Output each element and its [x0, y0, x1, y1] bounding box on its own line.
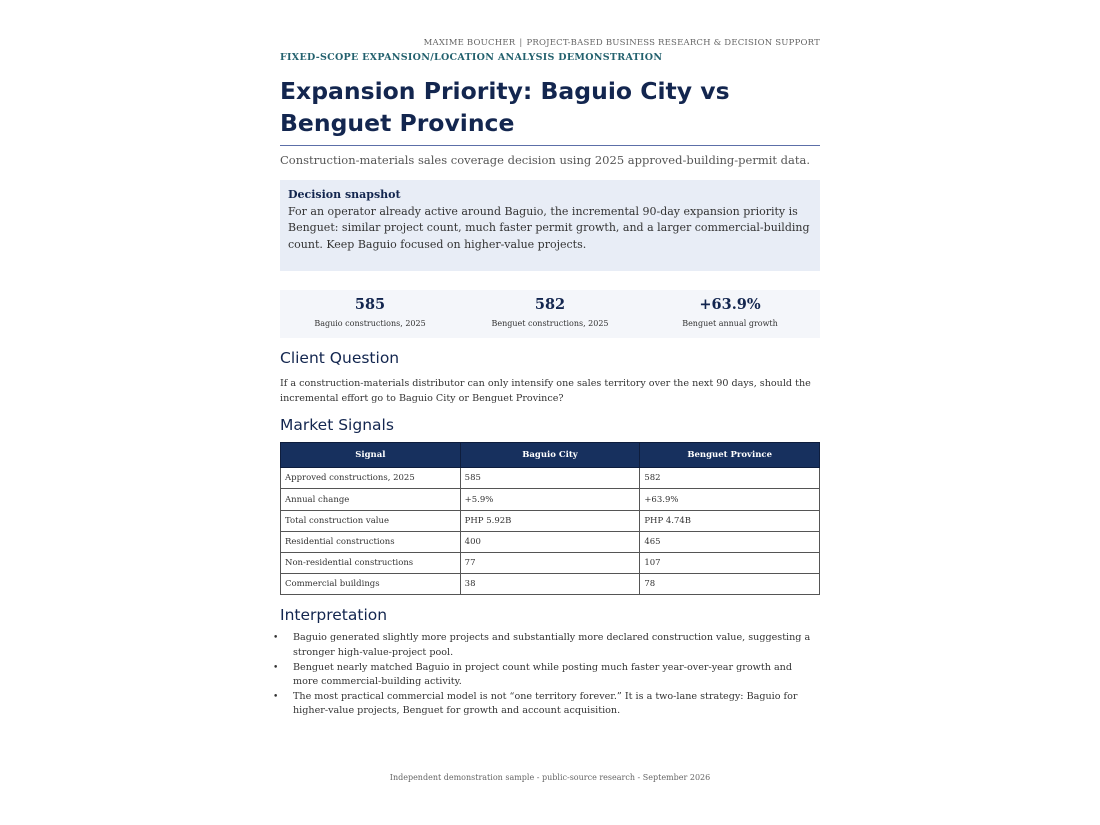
author-name: MAXIME BOUCHER	[423, 38, 516, 48]
kpi-label: Baguio constructions, 2025	[314, 319, 426, 329]
table-cell: +5.9%	[460, 489, 640, 510]
bullet-icon: •	[273, 633, 279, 644]
table-header-row	[281, 443, 820, 468]
column-header-baguio: Baguio City	[460, 443, 640, 468]
table-cell: 465	[640, 531, 820, 552]
column-header-signal: Signal	[281, 443, 461, 468]
decision-snapshot-box	[280, 180, 820, 271]
snapshot-body: For an operator already active around Baguio, the incremental 90-day expansion priority is Benguet: similar project count, much faster permit growth, and a larger commercial-building count. Keep Baguio focused on higher-value projects.	[288, 205, 810, 251]
table-cell: +63.9%	[640, 489, 820, 510]
page-title: Expansion Priority: Baguio City vs Benguet Province	[280, 75, 820, 146]
document-page	[273, 36, 820, 719]
table-cell: 107	[640, 552, 820, 573]
kpi-label: Benguet annual growth	[682, 319, 778, 329]
kpi-label: Benguet constructions, 2025	[491, 319, 609, 329]
kpi-value: +63.9%	[699, 296, 761, 314]
page-subtitle: Construction-materials sales coverage decision using 2025 approved-building-permit data.	[280, 153, 811, 167]
market-signals-table	[280, 442, 820, 595]
list-item-text: Benguet nearly matched Baguio in project count while posting much faster year-over-year growth and more commercial-building activity.	[293, 661, 792, 688]
table-row	[281, 531, 820, 552]
byline-separator: |	[519, 38, 523, 48]
kpi-value: 585	[354, 296, 386, 314]
table-cell: PHP 4.74B	[640, 510, 820, 531]
kpi-benguet-constructions	[460, 290, 640, 338]
bullet-icon: •	[273, 691, 279, 702]
table-row	[281, 574, 820, 595]
table-cell: Residential constructions	[281, 531, 461, 552]
table-cell: 77	[460, 552, 640, 573]
interpretation-heading: Interpretation	[280, 606, 388, 625]
table-cell: Annual change	[281, 489, 461, 510]
kpi-baguio-constructions	[280, 290, 460, 338]
table-row	[281, 552, 820, 573]
kpi-strip	[280, 290, 820, 338]
list-item-text: Baguio generated slightly more projects and substantially more declared construction value, suggesting a stronger high-value-project pool.	[293, 632, 811, 658]
table-row	[281, 489, 820, 510]
table-cell: PHP 5.92B	[460, 510, 640, 531]
table-cell: Approved constructions, 2025	[281, 468, 461, 489]
list-item	[273, 690, 820, 719]
table-cell: Total construction value	[281, 510, 461, 531]
bullet-icon: •	[273, 662, 279, 673]
header-byline	[280, 36, 820, 50]
table-row	[281, 468, 820, 489]
table-cell: 78	[640, 574, 820, 595]
list-item-text: The most practical commercial model is not “one territory forever.” It is a two-lane strategy: Baguio for higher-value projects, Benguet for growth and account acquisition.	[293, 690, 798, 717]
table-cell: 582	[640, 468, 820, 489]
table-cell: 585	[460, 468, 640, 489]
table-cell: 38	[460, 574, 640, 595]
kpi-value: 582	[534, 296, 566, 314]
table-cell: Commercial buildings	[281, 574, 461, 595]
market-signals-heading: Market Signals	[280, 416, 394, 435]
list-item	[273, 631, 820, 660]
column-header-benguet: Benguet Province	[640, 443, 820, 468]
table-cell: 400	[460, 531, 640, 552]
client-question-text: If a construction-materials distributor can only intensify one sales territory over the next 90 days, should the incremental effort go to Baguio City or Benguet Province?	[280, 378, 811, 404]
page-footer: Independent demonstration sample - public-source research - September 2026	[389, 773, 711, 782]
client-question-heading: Client Question	[280, 349, 400, 368]
document-kicker: FIXED-SCOPE EXPANSION/LOCATION ANALYSIS DEMONSTRATION	[280, 52, 663, 63]
interpretation-list	[273, 631, 820, 719]
author-tagline: PROJECT-BASED BUSINESS RESEARCH & DECISION SUPPORT	[526, 38, 820, 48]
snapshot-title: Decision snapshot	[288, 188, 401, 201]
list-item	[273, 661, 820, 690]
kpi-benguet-growth	[640, 290, 820, 338]
table-row	[281, 510, 820, 531]
table-cell: Non-residential constructions	[281, 552, 461, 573]
